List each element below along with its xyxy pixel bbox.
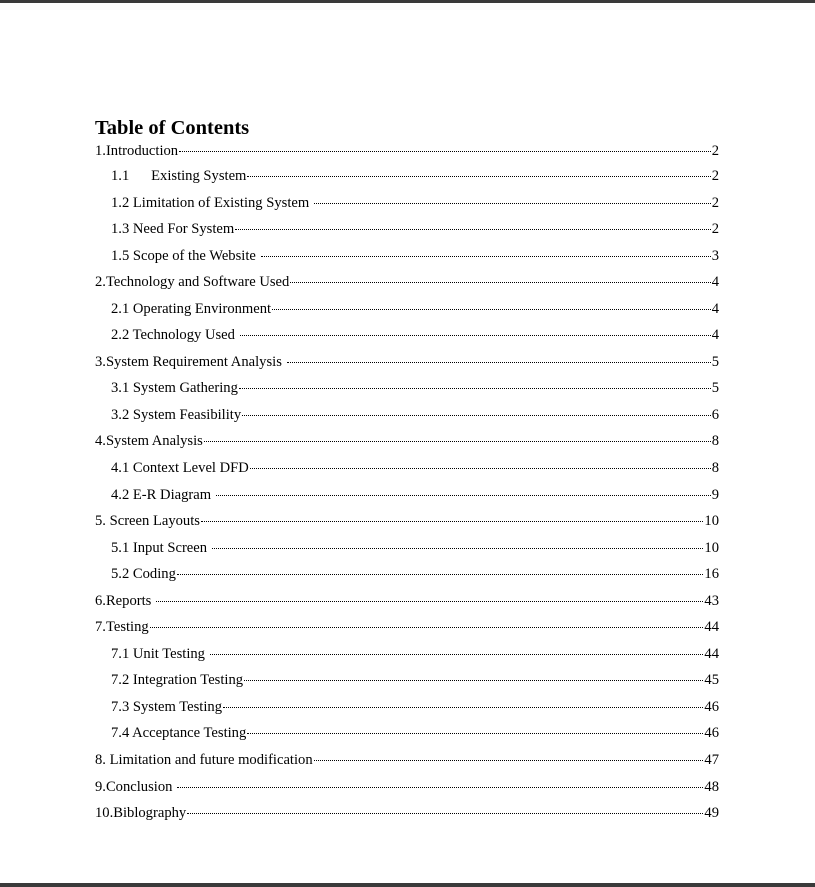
- toc-title: Table of Contents: [95, 117, 250, 139]
- toc-entry-title: 2.Technology and Software Used: [95, 274, 290, 291]
- toc-page-number: 44: [704, 645, 719, 662]
- toc-dot-leader: [240, 335, 711, 336]
- toc-entry-title: 3.System Requirement Analysis: [95, 353, 286, 370]
- toc-dot-leader: [156, 601, 703, 602]
- toc-entry[interactable]: [95, 588, 719, 615]
- toc-entry-title: 1.5 Scope of the Website: [111, 247, 260, 264]
- toc-dot-leader: [242, 415, 711, 416]
- toc-page-number: 49: [704, 805, 719, 822]
- toc-entry-title: 7.2 Integration Testing: [111, 672, 244, 689]
- toc-entry-title: 4.System Analysis: [95, 433, 203, 450]
- toc-dot-leader: [204, 441, 711, 442]
- toc-page-number: 2: [711, 168, 719, 184]
- toc-page-number: 4: [711, 274, 719, 291]
- toc-entry-title: 1.Introduction: [95, 143, 179, 159]
- bottom-border: [0, 883, 815, 887]
- toc-entry[interactable]: [95, 694, 719, 721]
- toc-entry-title: 7.1 Unit Testing: [111, 645, 209, 662]
- toc-entry[interactable]: [95, 535, 719, 562]
- toc-dot-leader: [223, 707, 703, 708]
- toc-entry[interactable]: [95, 243, 719, 270]
- toc-entry[interactable]: [95, 322, 719, 349]
- toc-entry-title: 5.1 Input Screen: [111, 539, 211, 556]
- toc-page-number: 2: [711, 221, 719, 238]
- toc-entry-title: 7.Testing: [95, 619, 149, 636]
- toc-dot-leader: [210, 654, 704, 655]
- toc-page-number: 3: [711, 247, 719, 264]
- toc-dot-leader: [287, 362, 711, 363]
- toc-entry-title: 2.2 Technology Used: [111, 327, 239, 344]
- toc-dot-leader: [239, 388, 711, 389]
- toc-dot-leader: [212, 548, 704, 549]
- toc-page-number: 44: [704, 619, 719, 636]
- toc-page-number: 16: [704, 566, 719, 583]
- toc-entry[interactable]: [95, 216, 719, 243]
- toc-page-number: 10: [704, 539, 719, 556]
- toc-entry[interactable]: [95, 296, 719, 323]
- toc-entry-title: 10.Biblography: [95, 805, 187, 822]
- toc-dot-leader: [272, 309, 711, 310]
- toc-entry-title: 1.3 Need For System: [111, 221, 235, 238]
- toc-entry-title: 2.1 Operating Environment: [111, 300, 272, 317]
- toc-entry[interactable]: [95, 641, 719, 668]
- toc-entry[interactable]: [95, 375, 719, 402]
- toc-entry-title: 8. Limitation and future modification: [95, 752, 313, 769]
- toc-page-number: 10: [704, 513, 719, 530]
- toc-entry[interactable]: [95, 428, 719, 455]
- toc-entry-title: 7.3 System Testing: [111, 698, 223, 715]
- toc-dot-leader: [187, 813, 703, 814]
- toc-entry-title: 1.2 Limitation of Existing System: [111, 194, 313, 211]
- toc-dot-leader: [150, 627, 704, 628]
- toc-entry-title: 5. Screen Layouts: [95, 513, 200, 530]
- toc-entry[interactable]: [95, 614, 719, 641]
- toc-entry[interactable]: [95, 190, 719, 217]
- toc-entry[interactable]: [95, 561, 719, 588]
- toc-entry[interactable]: [95, 140, 719, 163]
- toc-list: [95, 140, 719, 827]
- toc-entry[interactable]: [95, 774, 719, 801]
- toc-dot-leader: [314, 203, 711, 204]
- toc-entry-title: 1.1 Existing System: [111, 168, 247, 184]
- toc-entry[interactable]: [95, 163, 719, 190]
- toc-page-number: 2: [711, 143, 719, 159]
- toc-entry[interactable]: [95, 747, 719, 774]
- toc-page-number: 8: [711, 433, 719, 450]
- toc-entry-title: 7.4 Acceptance Testing: [111, 725, 247, 742]
- toc-page-number: 46: [704, 698, 719, 715]
- toc-dot-leader: [216, 495, 711, 496]
- toc-dot-leader: [250, 468, 711, 469]
- toc-dot-leader: [235, 229, 710, 230]
- toc-dot-leader: [247, 176, 710, 177]
- toc-dot-leader: [244, 680, 703, 681]
- toc-page-number: 45: [704, 672, 719, 689]
- toc-page-number: 2: [711, 194, 719, 211]
- toc-page-number: 8: [711, 460, 719, 477]
- toc-dot-leader: [177, 574, 704, 575]
- toc-entry[interactable]: [95, 720, 719, 747]
- toc-entry[interactable]: [95, 402, 719, 429]
- toc-dot-leader: [177, 787, 703, 788]
- toc-entry-title: 4.1 Context Level DFD: [111, 460, 249, 477]
- toc-page-number: 48: [704, 778, 719, 795]
- toc-entry-title: 3.2 System Feasibility: [111, 406, 242, 423]
- toc-entry[interactable]: [95, 800, 719, 827]
- toc-page-number: 4: [711, 327, 719, 344]
- toc-dot-leader: [201, 521, 703, 522]
- toc-page-number: 43: [704, 592, 719, 609]
- toc-entry-title: 9.Conclusion: [95, 778, 177, 795]
- toc-entry[interactable]: [95, 667, 719, 694]
- toc-page-number: 6: [711, 406, 719, 423]
- toc-entry-title: 6.Reports: [95, 592, 155, 609]
- toc-page-number: 5: [711, 380, 719, 397]
- toc-dot-leader: [290, 282, 710, 283]
- toc-entry-title: 4.2 E-R Diagram: [111, 486, 215, 503]
- toc-entry[interactable]: [95, 269, 719, 296]
- toc-page-number: 47: [704, 752, 719, 769]
- toc-page-number: 5: [711, 353, 719, 370]
- toc-entry[interactable]: [95, 455, 719, 482]
- toc-page-number: 9: [711, 486, 719, 503]
- toc-entry[interactable]: [95, 508, 719, 535]
- toc-entry[interactable]: [95, 349, 719, 376]
- toc-entry[interactable]: [95, 482, 719, 509]
- toc-page-number: 46: [704, 725, 719, 742]
- toc-dot-leader: [179, 151, 711, 152]
- toc-dot-leader: [314, 760, 704, 761]
- toc-dot-leader: [261, 256, 711, 257]
- toc-dot-leader: [247, 733, 703, 734]
- toc-entry-title: 3.1 System Gathering: [111, 380, 238, 397]
- toc-page-number: 4: [711, 300, 719, 317]
- toc-entry-title: 5.2 Coding: [111, 566, 176, 583]
